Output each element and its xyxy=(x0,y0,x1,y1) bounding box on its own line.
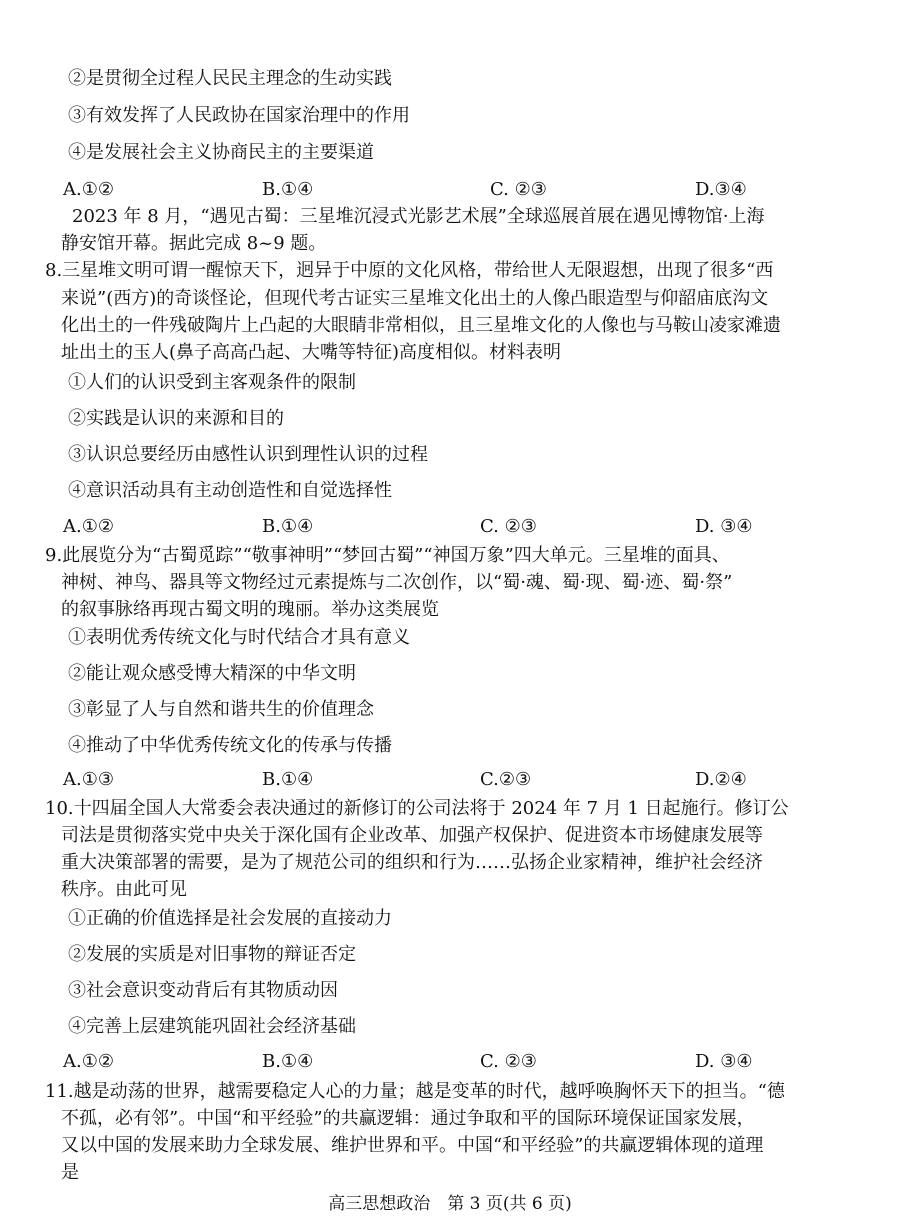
q11-stem-line-1: 11.越是动荡的世界，越需要稳定人心的力量；越是变革的时代，越呼唤胸怀天下的担当。“德 xyxy=(45,1081,785,1102)
q10-option-a: A.①② xyxy=(63,1051,114,1072)
q7-item-2: ②是贯彻全过程人民民主理念的生动实践 xyxy=(68,68,392,89)
q9-stem-line-3: 的叙事脉络再现古蜀文明的瑰丽。举办这类展览 xyxy=(61,599,439,620)
q8-stem-line-3: 化出土的一件残破陶片上凸起的大眼睛非常相似，且三星堆文化的人像也与马鞍山凌家滩遗 xyxy=(61,315,781,336)
q10-stem-line-3: 重大决策部署的需要，是为了规范公司的组织和行为……弘扬企业家精神，维护社会经济 xyxy=(61,852,763,873)
q11-stem-line-4: 是 xyxy=(61,1162,79,1183)
q8-item-2: ②实践是认识的来源和目的 xyxy=(68,408,284,429)
q9-option-a: A.①③ xyxy=(63,769,114,790)
q7-option-c: C. ②③ xyxy=(490,179,547,200)
q10-item-2: ②发展的实质是对旧事物的辩证否定 xyxy=(68,944,356,965)
q10-item-3: ③社会意识变动背后有其物质动因 xyxy=(68,980,338,1001)
q10-item-4: ④完善上层建筑能巩固社会经济基础 xyxy=(68,1016,356,1037)
q8-option-c: C. ②③ xyxy=(480,516,537,537)
q10-option-d: D. ③④ xyxy=(695,1051,753,1072)
q7-item-3: ③有效发挥了人民政协在国家治理中的作用 xyxy=(68,105,410,126)
q9-stem-line-2: 神树、神鸟、器具等文物经过元素提炼与二次创作，以“蜀·魂、蜀·现、蜀·迹、蜀·祭” xyxy=(61,572,733,593)
q9-item-3: ③彰显了人与自然和谐共生的价值理念 xyxy=(68,699,374,720)
q7-option-d: D.③④ xyxy=(695,179,747,200)
q8-option-b: B.①④ xyxy=(262,516,314,537)
intro-line-1: 2023 年 8 月，“遇见古蜀：三星堆沉浸式光影艺术展”全球巡展首展在遇见博物馆·上海 xyxy=(72,206,765,227)
q8-stem-line-1: 8.三星堆文明可谓一醒惊天下，迥异于中原的文化风格，带给世人无限遐想，出现了很多“西 xyxy=(45,260,774,281)
q10-stem-line-4: 秩序。由此可见 xyxy=(61,879,187,900)
q8-item-1: ①人们的认识受到主客观条件的限制 xyxy=(68,372,356,393)
intro-line-2: 静安馆开幕。据此完成 8~9 题。 xyxy=(61,233,327,254)
q10-stem-line-2: 司法是贯彻落实党中央关于深化国有企业改革、加强产权保护、促进资本市场健康发展等 xyxy=(61,825,763,846)
q8-stem-line-4: 址出土的玉人(鼻子高高凸起、大嘴等特征)高度相似。材料表明 xyxy=(61,342,562,363)
q7-item-4: ④是发展社会主义协商民主的主要渠道 xyxy=(68,142,374,163)
q9-option-c: C.②③ xyxy=(480,769,532,790)
q9-item-1: ①表明优秀传统文化与时代结合才具有意义 xyxy=(68,627,410,648)
q8-item-3: ③认识总要经历由感性认识到理性认识的过程 xyxy=(68,444,428,465)
q10-option-c: C. ②③ xyxy=(480,1051,537,1072)
q9-item-4: ④推动了中华优秀传统文化的传承与传播 xyxy=(68,735,392,756)
q9-stem-line-1: 9.此展览分为“古蜀觅踪”“敬事神明”“梦回古蜀”“神国万象”四大单元。三星堆的面具、 xyxy=(45,545,730,566)
q7-option-a: A.①② xyxy=(63,179,114,200)
q10-option-b: B.①④ xyxy=(262,1051,314,1072)
q8-option-a: A.①② xyxy=(63,516,114,537)
q11-stem-line-3: 又以中国的发展来助力全球发展、维护世界和平。中国“和平经验”的共赢逻辑体现的道理 xyxy=(61,1135,764,1156)
q8-option-d: D. ③④ xyxy=(695,516,753,537)
q8-stem-line-2: 来说”(西方)的奇谈怪论，但现代考古证实三星堆文化出土的人像凸眼造型与仰韶庙底沟文 xyxy=(61,288,769,309)
page-footer: 高三思想政治 第 3 页(共 6 页) xyxy=(328,1194,572,1214)
q10-item-1: ①正确的价值选择是社会发展的直接动力 xyxy=(68,908,392,929)
q9-item-2: ②能让观众感受博大精深的中华文明 xyxy=(68,663,356,684)
q9-option-d: D.②④ xyxy=(695,769,747,790)
q7-option-b: B.①④ xyxy=(262,179,314,200)
q8-item-4: ④意识活动具有主动创造性和自觉选择性 xyxy=(68,480,392,501)
q9-option-b: B.①④ xyxy=(262,769,314,790)
q10-stem-line-1: 10.十四届全国人大常委会表决通过的新修订的公司法将于 2024 年 7 月 1 日起施行。修订公 xyxy=(45,798,789,819)
q11-stem-line-2: 不孤，必有邻”。中国“和平经验”的共赢逻辑：通过争取和平的国际环境保证国家发展， xyxy=(61,1108,755,1129)
